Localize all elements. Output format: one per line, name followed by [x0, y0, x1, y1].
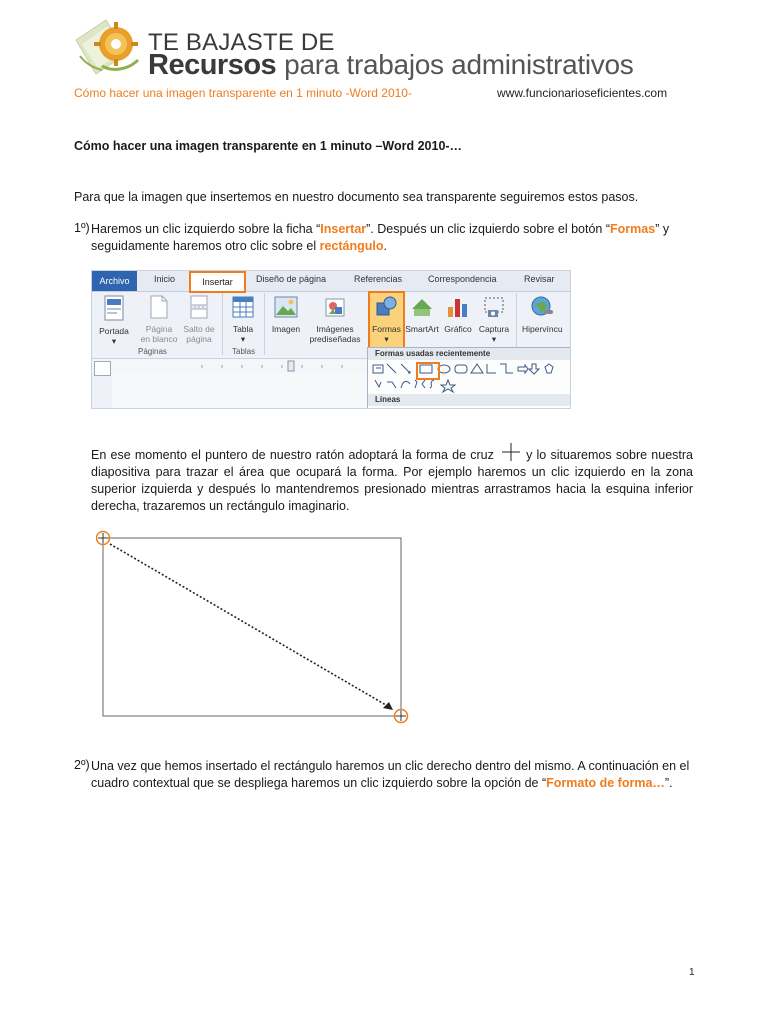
- imagen-label: Imagen: [271, 324, 301, 334]
- tab-revisar[interactable]: Revisar: [524, 274, 555, 284]
- captura-label: Captura: [478, 324, 510, 334]
- group-separator: [264, 293, 265, 355]
- imagenes-label-1: Imágenes: [316, 324, 354, 334]
- intro-paragraph: Para que la imagen que insertemos en nuestro documento sea transparente seguiremos estos pasos.: [74, 190, 639, 204]
- tabla-dropdown-icon: ▾: [240, 334, 246, 344]
- logo-text-bottom: [148, 49, 633, 82]
- salto-de-pagina-button[interactable]: [180, 295, 218, 344]
- step2-number: 2º): [74, 758, 90, 772]
- end-crosshair-icon: [395, 710, 408, 723]
- screenshot-icon: [482, 295, 506, 319]
- portada-dropdown-icon: ▾: [111, 336, 117, 346]
- logo-text-recursos: Recursos: [148, 49, 277, 81]
- tab-selector-icon[interactable]: [94, 361, 111, 376]
- header-website: www.funcionarioseficientes.com: [497, 86, 668, 100]
- page-break-icon: [190, 295, 208, 319]
- step2-text-b: ”.: [664, 776, 673, 790]
- imagenes-label-2: prediseñadas: [309, 334, 361, 344]
- logo-text-subtitle: para trabajos administrativos: [284, 49, 634, 80]
- blank-page-icon: [150, 295, 168, 319]
- group-label-paginas: Páginas: [138, 347, 167, 356]
- dropdown-heading-recent: Formas usadas recientemente: [368, 348, 571, 360]
- hipervinculo-button[interactable]: [522, 295, 570, 334]
- tabla-button[interactable]: [225, 295, 261, 344]
- table-icon: [232, 295, 254, 319]
- step1-highlight-insertar: Insertar: [320, 222, 367, 236]
- tab-correspondencia[interactable]: Correspondencia: [428, 274, 497, 284]
- pagina-blanco-label-1: Página: [145, 324, 173, 334]
- group-separator: [516, 293, 517, 355]
- document-ruler: [92, 358, 367, 373]
- formas-button[interactable]: [368, 295, 405, 344]
- tab-inicio[interactable]: Inicio: [154, 274, 176, 284]
- ribbon-tab-bar: [92, 271, 570, 292]
- cover-page-icon: [104, 295, 124, 321]
- step2-highlight-formato: Formato de forma…: [546, 776, 665, 790]
- step1-text-b: ”. Después un clic izquierdo sobre el botón “: [366, 222, 611, 236]
- logo-text-top: TE BAJASTE DE: [148, 29, 335, 56]
- step1-text-d: .: [383, 239, 387, 253]
- start-crosshair-icon: [97, 532, 110, 545]
- tab-archivo[interactable]: Archivo: [92, 271, 137, 291]
- hyperlink-globe-icon: [530, 295, 554, 319]
- rectangle-shape-highlight[interactable]: [416, 362, 440, 380]
- step2-paragraph: [91, 758, 693, 792]
- word-ribbon-screenshot: [91, 270, 571, 409]
- chart-icon: [446, 295, 470, 319]
- pagina-blanco-label-2: en blanco: [140, 334, 178, 344]
- document-canvas: [112, 373, 367, 408]
- captura-button[interactable]: [476, 295, 512, 344]
- step1-text-a: Haremos un clic izquierdo sobre la ficha “: [91, 222, 321, 236]
- hipervinculo-label: Hipervíncu: [522, 324, 563, 334]
- smartart-icon: [410, 295, 434, 319]
- step1-highlight-rectangulo: rectángulo: [319, 239, 384, 253]
- tab-diseno-pagina[interactable]: Diseño de página: [256, 274, 327, 284]
- tab-insertar[interactable]: Insertar: [189, 271, 246, 293]
- group-label-tablas: Tablas: [232, 347, 256, 356]
- recent-shapes-gallery: [368, 360, 571, 394]
- step1-text-c: ” y seguidamente haremos otro clic sobre el: [91, 222, 670, 253]
- imagen-button[interactable]: [267, 295, 305, 334]
- portada-button[interactable]: [95, 295, 133, 346]
- step1-paragraph: [91, 221, 693, 255]
- pagina-en-blanco-button[interactable]: [138, 295, 180, 344]
- imagenes-prediseñadas-button[interactable]: [306, 295, 364, 344]
- step1-highlight-formas: Formas: [610, 222, 656, 236]
- step2-text-a: Una vez que hemos insertado el rectángulo haremos un clic derecho dentro del mismo. A continuación en el cuadro contextual que se despliega haremos un clic izquierdo sobre la opción de “: [91, 759, 690, 790]
- formas-dropdown-icon: ▾: [384, 334, 389, 344]
- grafico-label: Gráfico: [444, 324, 472, 334]
- logo-emblem-icon: [72, 14, 150, 80]
- cursor-paragraph: [91, 443, 693, 515]
- page-title: Cómo hacer una imagen transparente en 1 minuto –Word 2010-…: [74, 139, 463, 153]
- cursor-text-b: y lo situaremos sobre nuestra diapositiva para trazar el área que ocupará la forma. Por ejemplo haremos un clic izquierdo en la zona superior izquierda y después lo mantendremos presionado mientras arrastramos hacia la esquina inferior derecha, trazaremos un rectángulo imaginario.: [91, 448, 693, 513]
- salto-label-2: página: [186, 334, 212, 344]
- crosshair-cursor-icon: [502, 443, 520, 461]
- captura-dropdown-icon: ▾: [491, 334, 497, 344]
- formas-label: Formas: [372, 324, 401, 334]
- step1-number: 1º): [74, 221, 90, 235]
- salto-label-1: Salto de: [183, 324, 215, 334]
- header-document-title: Cómo hacer una imagen transparente en 1 minuto -Word 2010-: [74, 86, 412, 100]
- smartart-button[interactable]: [404, 295, 440, 334]
- picture-icon: [274, 295, 298, 319]
- portada-label: Portada: [99, 326, 129, 336]
- tab-referencias[interactable]: Referencias: [354, 274, 403, 284]
- group-separator: [222, 293, 223, 355]
- drag-rectangle-diagram: [96, 530, 410, 726]
- formas-dropdown-menu: [367, 347, 571, 409]
- dropdown-heading-lines: Líneas: [368, 394, 571, 406]
- grafico-button[interactable]: [441, 295, 475, 334]
- cursor-text-a: En ese momento el puntero de nuestro ratón adoptará la forma de cruz: [91, 448, 494, 462]
- shapes-icon: [375, 295, 399, 319]
- page-number: 1: [689, 967, 695, 978]
- smartart-label: SmartArt: [405, 324, 439, 334]
- clip-art-icon: [323, 295, 347, 319]
- ruler-ticks: [92, 359, 367, 373]
- tabla-label: Tabla: [232, 324, 254, 334]
